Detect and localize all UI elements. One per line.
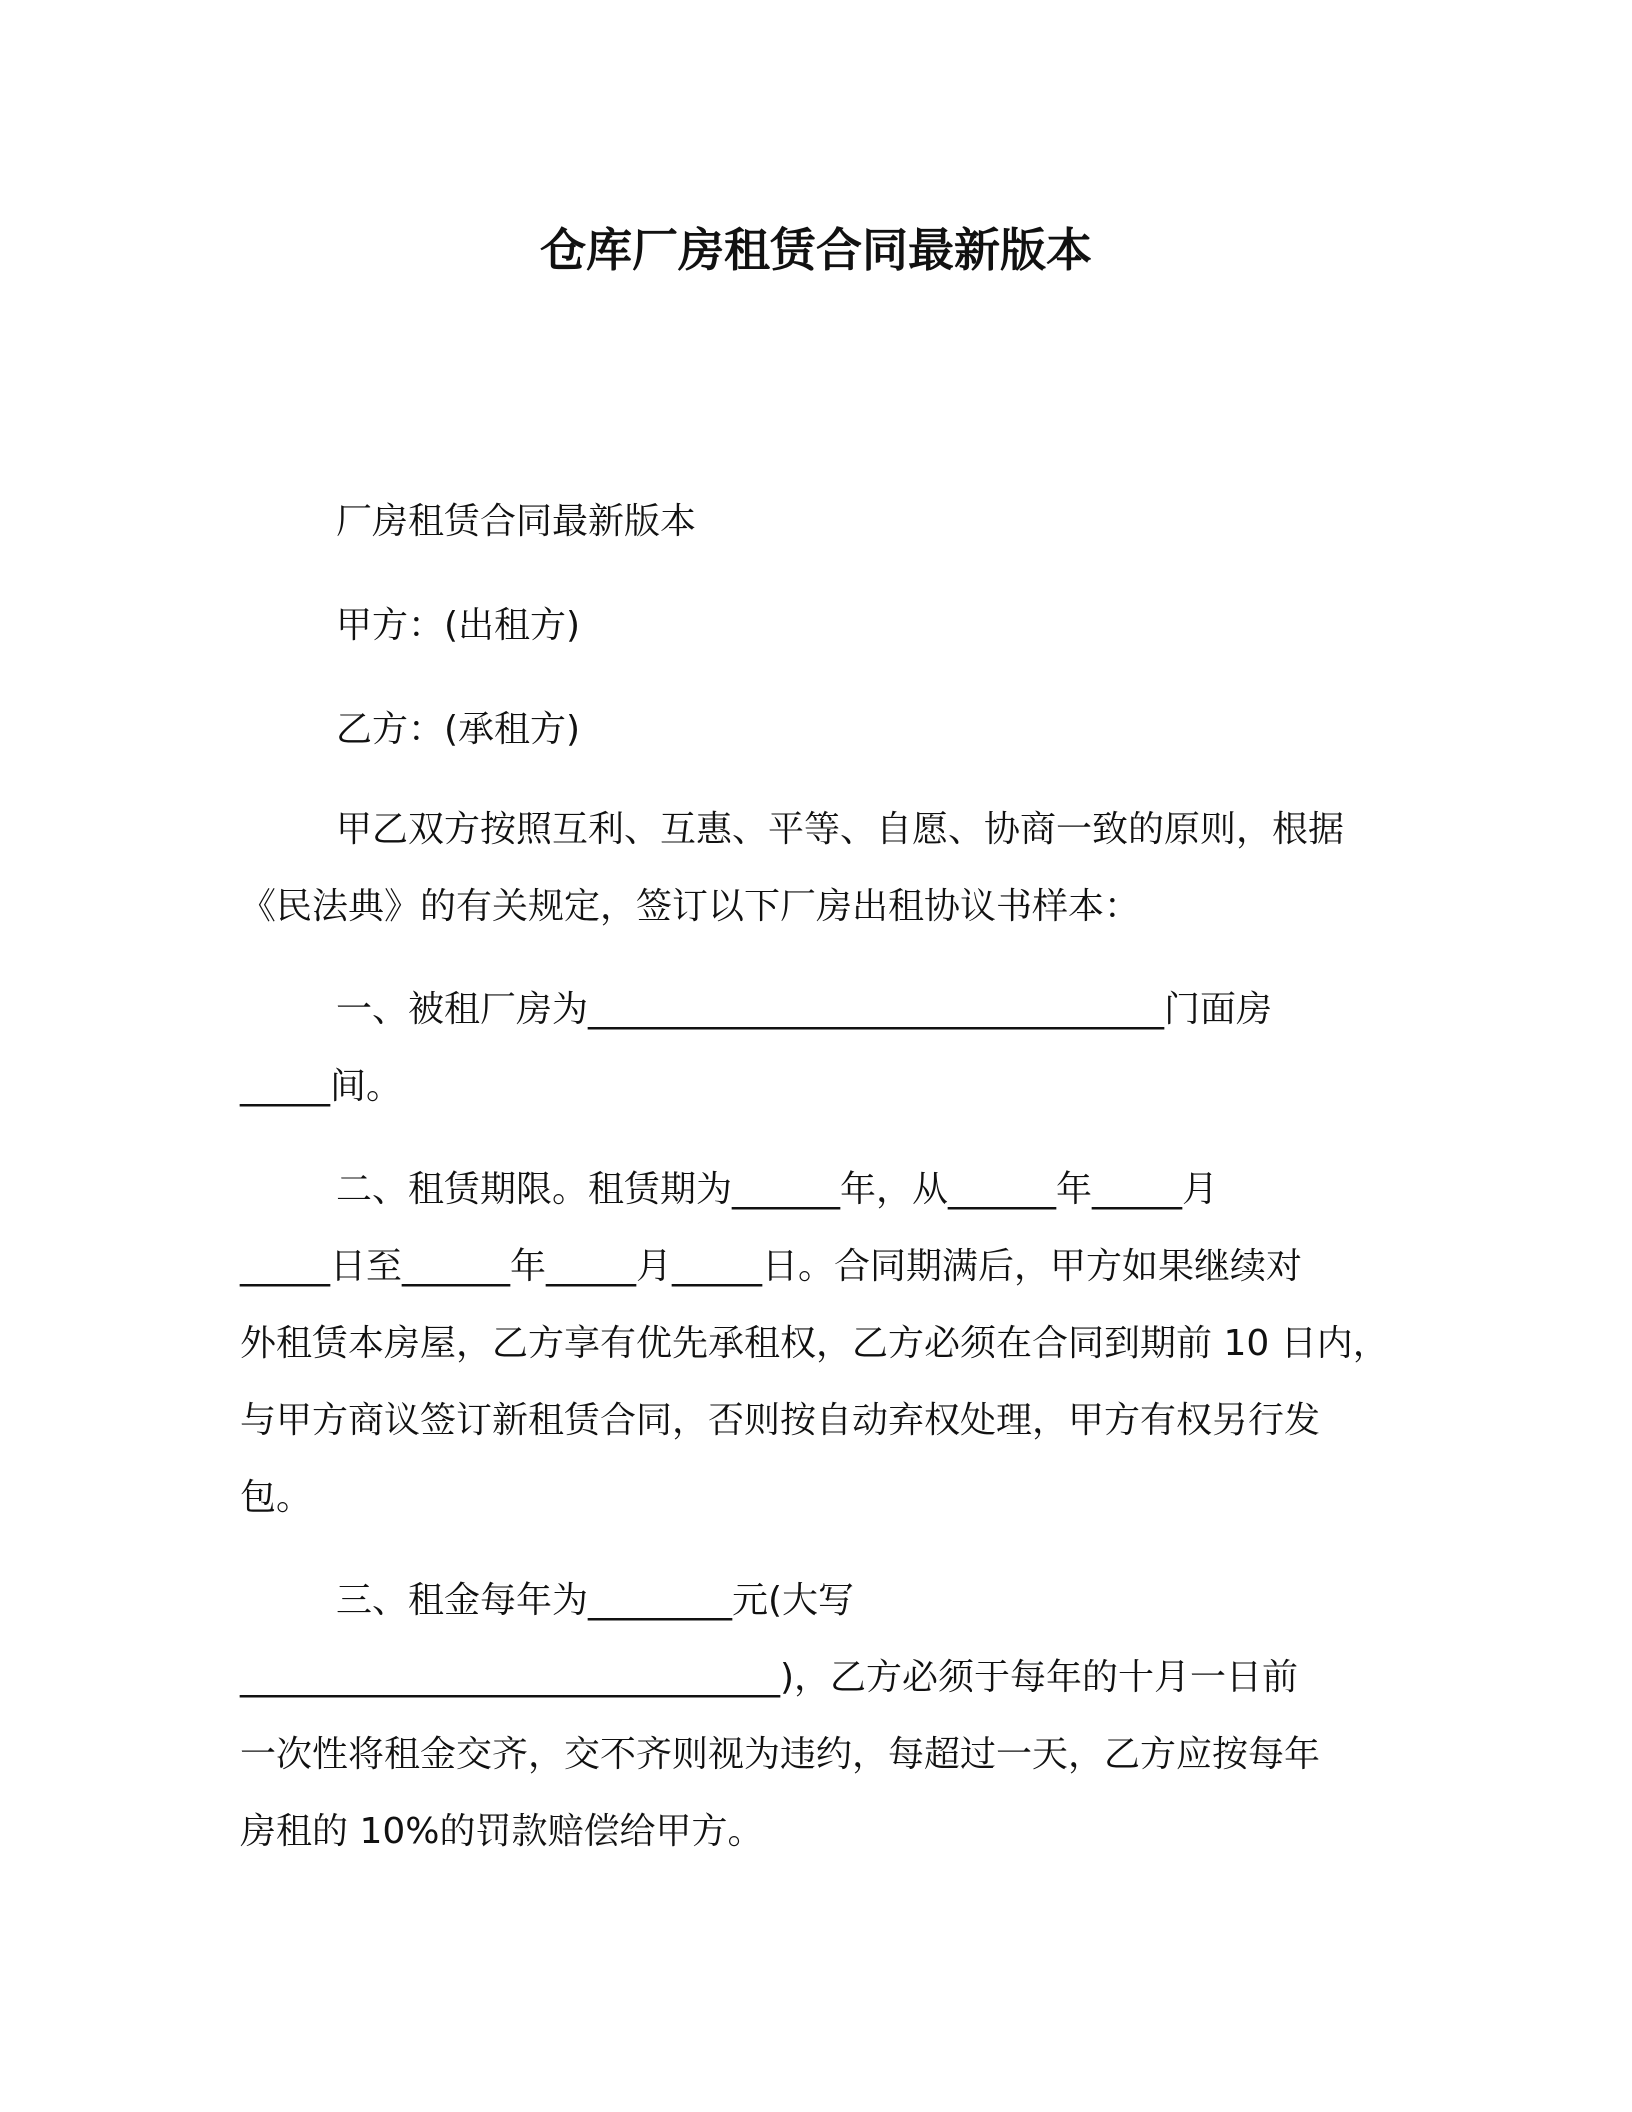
clause-1-line-1: 一、被租厂房为________________________________门面房 [336, 989, 1273, 1030]
clause-3-line-3: 一次性将租金交齐，交不齐则视为违约，每超过一天，乙方应按每年 [240, 1734, 1321, 1775]
clause-3-line-1: 三、租金每年为________元(大写 [336, 1580, 855, 1621]
clause-1-line-2: _____间。 [240, 1066, 403, 1107]
party-b-line: 乙方：(承租方) [336, 709, 581, 750]
clause-3-line-4: 房租的 10%的罚款赔偿给甲方。 [240, 1811, 764, 1852]
clause-3-line-2: ______________________________)，乙方必须于每年的十月一日前 [240, 1657, 1299, 1698]
preamble-line-1: 甲乙双方按照互利、互惠、平等、自愿、协商一致的原则，根据 [336, 809, 1345, 850]
subtitle-line: 厂房租赁合同最新版本 [336, 501, 697, 542]
clause-2-line-5: 包。 [240, 1477, 313, 1518]
document-title: 仓库厂房租赁合同最新版本 [540, 223, 1092, 277]
clause-2-line-1: 二、租赁期限。租赁期为______年，从______年_____月 [336, 1169, 1219, 1210]
clause-2-line-2: _____日至______年_____月_____日。合同期满后，甲方如果继续对 [240, 1246, 1303, 1287]
preamble-line-2: 《民法典》的有关规定，签订以下厂房出租协议书样本： [240, 886, 1141, 927]
clause-2-line-4: 与甲方商议签订新租赁合同，否则按自动弃权处理，甲方有权另行发 [240, 1400, 1321, 1441]
clause-2-line-3: 外租赁本房屋，乙方享有优先承租权，乙方必须在合同到期前 10 日内， [240, 1323, 1389, 1364]
party-a-line: 甲方：(出租方) [336, 605, 581, 646]
